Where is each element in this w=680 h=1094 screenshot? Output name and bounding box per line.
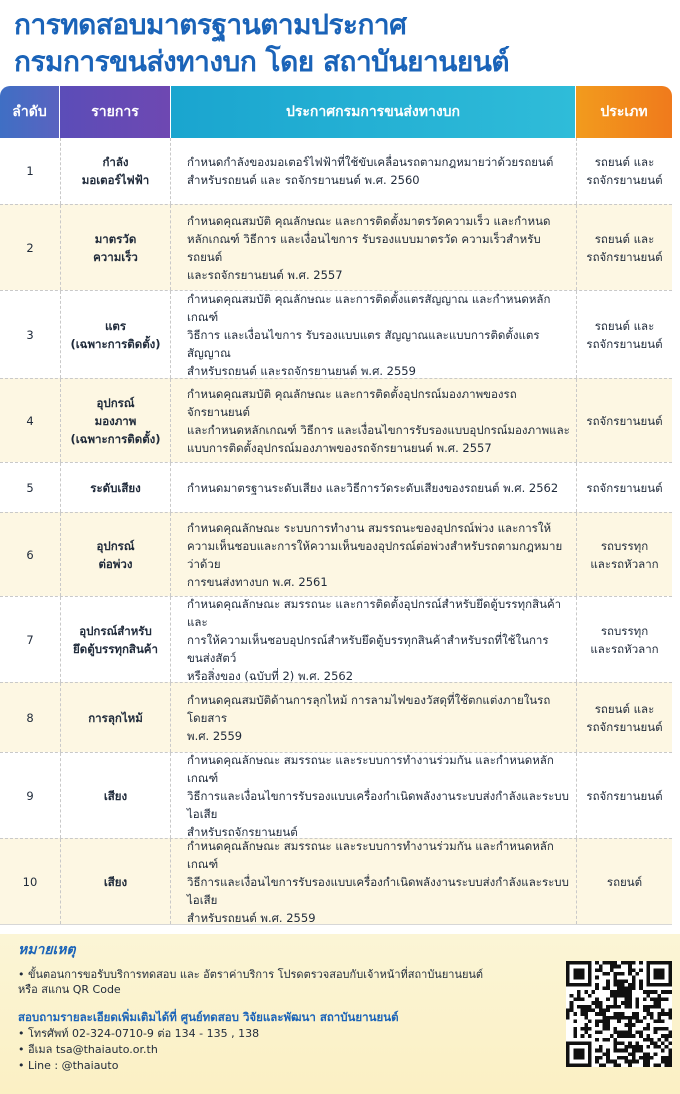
table-row	[0, 204, 672, 290]
table-row	[0, 682, 672, 752]
row-number: 1	[26, 164, 34, 178]
row-announcement: กำหนดกำลังของมอเตอร์ไฟฟ้าที่ใช้ขับเคลื่อนรถตามกฎหมายว่าด้วยรถยนต์ สำหรับรถยนต์ และ รถจักรยานยนต์ พ.ศ. 2560	[187, 155, 554, 187]
row-announcement: กำหนดคุณลักษณะ ระบบการทำงาน สมรรถนะของอุปกรณ์พ่วง และการให้ ความเห็นชอบและการให้ความเห็นของอุปกรณ์ต่อพ่วงสำหรับรถตามกฎหมายว่าด้วย การขนส่งทางบก พ.ศ. 2561	[187, 520, 563, 589]
table-row	[0, 378, 672, 462]
row-type: รถจักรยานยนต์	[576, 753, 672, 838]
table-row	[0, 138, 672, 204]
row-number: 4	[26, 413, 34, 428]
row-type: รถยนต์	[576, 839, 672, 924]
row-item: อุปกรณ์ มองภาพ (เฉพาะการติดตั้ง)	[60, 379, 171, 462]
table-row	[0, 462, 672, 512]
header-announcement: ประกาศกรมการขนส่งทางบก	[171, 86, 576, 138]
table-row	[0, 838, 672, 924]
row-item: มาตรวัด ความเร็ว	[60, 205, 171, 290]
table-row	[0, 596, 672, 682]
page-title	[14, 6, 666, 80]
row-type: รถยนต์ และ รถจักรยานยนต์	[576, 683, 672, 752]
row-type: รถยนต์ และ รถจักรยานยนต์	[576, 205, 672, 290]
title-line-2: กรมการขนส่งทางบก โดย สถาบันยานยนต์	[14, 45, 510, 78]
standards-table	[0, 86, 672, 925]
header-item: รายการ	[60, 86, 171, 138]
row-announcement: กำหนดคุณสมบัติด้านการลุกไหม้ การลามไฟของวัสดุที่ใช้ตกแต่งภายในรถโดยสาร พ.ศ. 2559	[187, 692, 551, 743]
table-body	[0, 138, 672, 925]
header-type: ประเภท	[576, 86, 672, 138]
row-item: อุปกรณ์สำหรับ ยึดตู้บรรทุกสินค้า	[60, 597, 171, 682]
qr-code-icon[interactable]	[566, 961, 672, 1067]
notes-line-1: • ขั้นตอนการขอรับบริการทดสอบ และ อัตราค่าบริการ โปรดตรวจสอบกับเจ้าหน้าที่สถาบันยานยนต์	[18, 968, 484, 981]
table-header	[0, 86, 672, 138]
title-line-1: การทดสอบมาตรฐานตามประกาศ	[14, 8, 407, 41]
row-number: 6	[26, 547, 34, 562]
row-number: 3	[26, 327, 34, 342]
notes-title: หมายเหตุ	[18, 942, 76, 958]
row-announcement: กำหนดมาตรฐานระดับเสียง และวิธีการวัดระดับเสียงของรถยนต์ พ.ศ. 2562	[187, 480, 559, 495]
row-number: 2	[26, 240, 34, 255]
row-type: รถยนต์ และ รถจักรยานยนต์	[576, 291, 672, 378]
row-number: 10	[22, 874, 38, 889]
row-announcement: กำหนดคุณลักษณะ สมรรถนะ และการติดตั้งอุปกรณ์สำหรับยึดตู้บรรทุกสินค้า และ การให้ความเห็นชอบอุปกรณ์สำหรับยึดตู้บรรทุกสินค้าสำหรับรถที่ใช้ในการขนส่งสัตว์ หรือสิ่งของ (ฉบับที่ 2) พ.ศ. 2562	[187, 596, 562, 683]
row-type: รถจักรยานยนต์	[576, 379, 672, 462]
row-item: เสียง	[60, 753, 171, 838]
row-item: แตร (เฉพาะการติดตั้ง)	[60, 291, 171, 378]
notes-line-2: หรือ สแกน QR Code	[18, 983, 121, 996]
row-number: 5	[26, 480, 34, 495]
header-no: ลำดับ	[0, 86, 60, 138]
row-number: 8	[26, 710, 34, 725]
table-row	[0, 290, 672, 378]
row-announcement: กำหนดคุณลักษณะ สมรรถนะ และระบบการทำงานร่วมกัน และกำหนดหลักเกณฑ์ วิธีการและเงื่อนไขการรับรองแบบเครื่องกำเนิดพลังงานระบบส่งกำลังและระบบไอเสีย สำหรับรถยนต์ พ.ศ. 2559	[187, 838, 569, 925]
row-number: 9	[26, 788, 34, 803]
row-type: รถบรรทุก และรถหัวลาก	[576, 597, 672, 682]
row-number: 7	[26, 632, 34, 647]
row-announcement: กำหนดคุณสมบัติ คุณลักษณะ และการติดตั้งมาตรวัดความเร็ว และกำหนด หลักเกณฑ์ วิธีการ และเงื่อนไขการ รับรองแบบมาตรวัด ความเร็วสำหรับรถยนต์ และรถจักรยานยนต์ พ.ศ. 2557	[187, 213, 551, 282]
contact-title: สอบถามรายละเอียดเพิ่มเติมได้ที่ ศูนย์ทดสอบ วิจัยและพัฒนา สถาบันยานยนต์	[18, 1010, 399, 1024]
row-item: อุปกรณ์ ต่อพ่วง	[60, 513, 171, 596]
contact-phone: • โทรศัพท์ 02-324-0710-9 ต่อ 134 - 135 , 138	[18, 1027, 260, 1040]
row-type: รถยนต์ และ รถจักรยานยนต์	[576, 138, 672, 204]
row-announcement: กำหนดคุณสมบัติ คุณลักษณะ และการติดตั้งแตรสัญญาณ และกำหนดหลักเกณฑ์ วิธีการ และเงื่อนไขการ รับรองแบบแตร สัญญาณและแบบการติดตั้งแตรสัญญาณ สำหรับรถยนต์ และรถจักรยานยนต์ พ.ศ. 2559	[187, 291, 551, 378]
row-type: รถบรรทุก และรถหัวลาก	[576, 513, 672, 596]
row-type: รถจักรยานยนต์	[576, 463, 672, 512]
contact-line[interactable]: • Line : @thaiauto	[18, 1059, 119, 1072]
row-announcement: กำหนดคุณสมบัติ คุณลักษณะ และการติดตั้งอุปกรณ์มองภาพของรถจักรยานยนต์ และกำหนดหลักเกณฑ์ วิธีการ และเงื่อนไขการรับรองแบบอุปกรณ์มองภาพและ แบบการติดตั้งอุปกรณ์มองภาพของรถจักรยานยนต์ พ.ศ. 2557	[187, 386, 570, 455]
row-item: เสียง	[60, 839, 171, 924]
table-row	[0, 752, 672, 838]
row-item: การลุกไหม้	[60, 683, 171, 752]
row-announcement: กำหนดคุณลักษณะ สมรรถนะ และระบบการทำงานร่วมกัน และกำหนดหลักเกณฑ์ วิธีการและเงื่อนไขการรับรองแบบเครื่องกำเนิดพลังงานระบบส่งกำลังและระบบไอเสีย สำหรับรถจักรยานยนต์	[187, 752, 569, 839]
table-row	[0, 512, 672, 596]
row-item: กำลัง มอเตอร์ไฟฟ้า	[60, 138, 171, 204]
contact-email[interactable]: • อีเมล tsa@thaiauto.or.th	[18, 1043, 158, 1056]
row-item: ระดับเสียง	[60, 463, 171, 512]
notes-panel	[0, 934, 680, 1094]
